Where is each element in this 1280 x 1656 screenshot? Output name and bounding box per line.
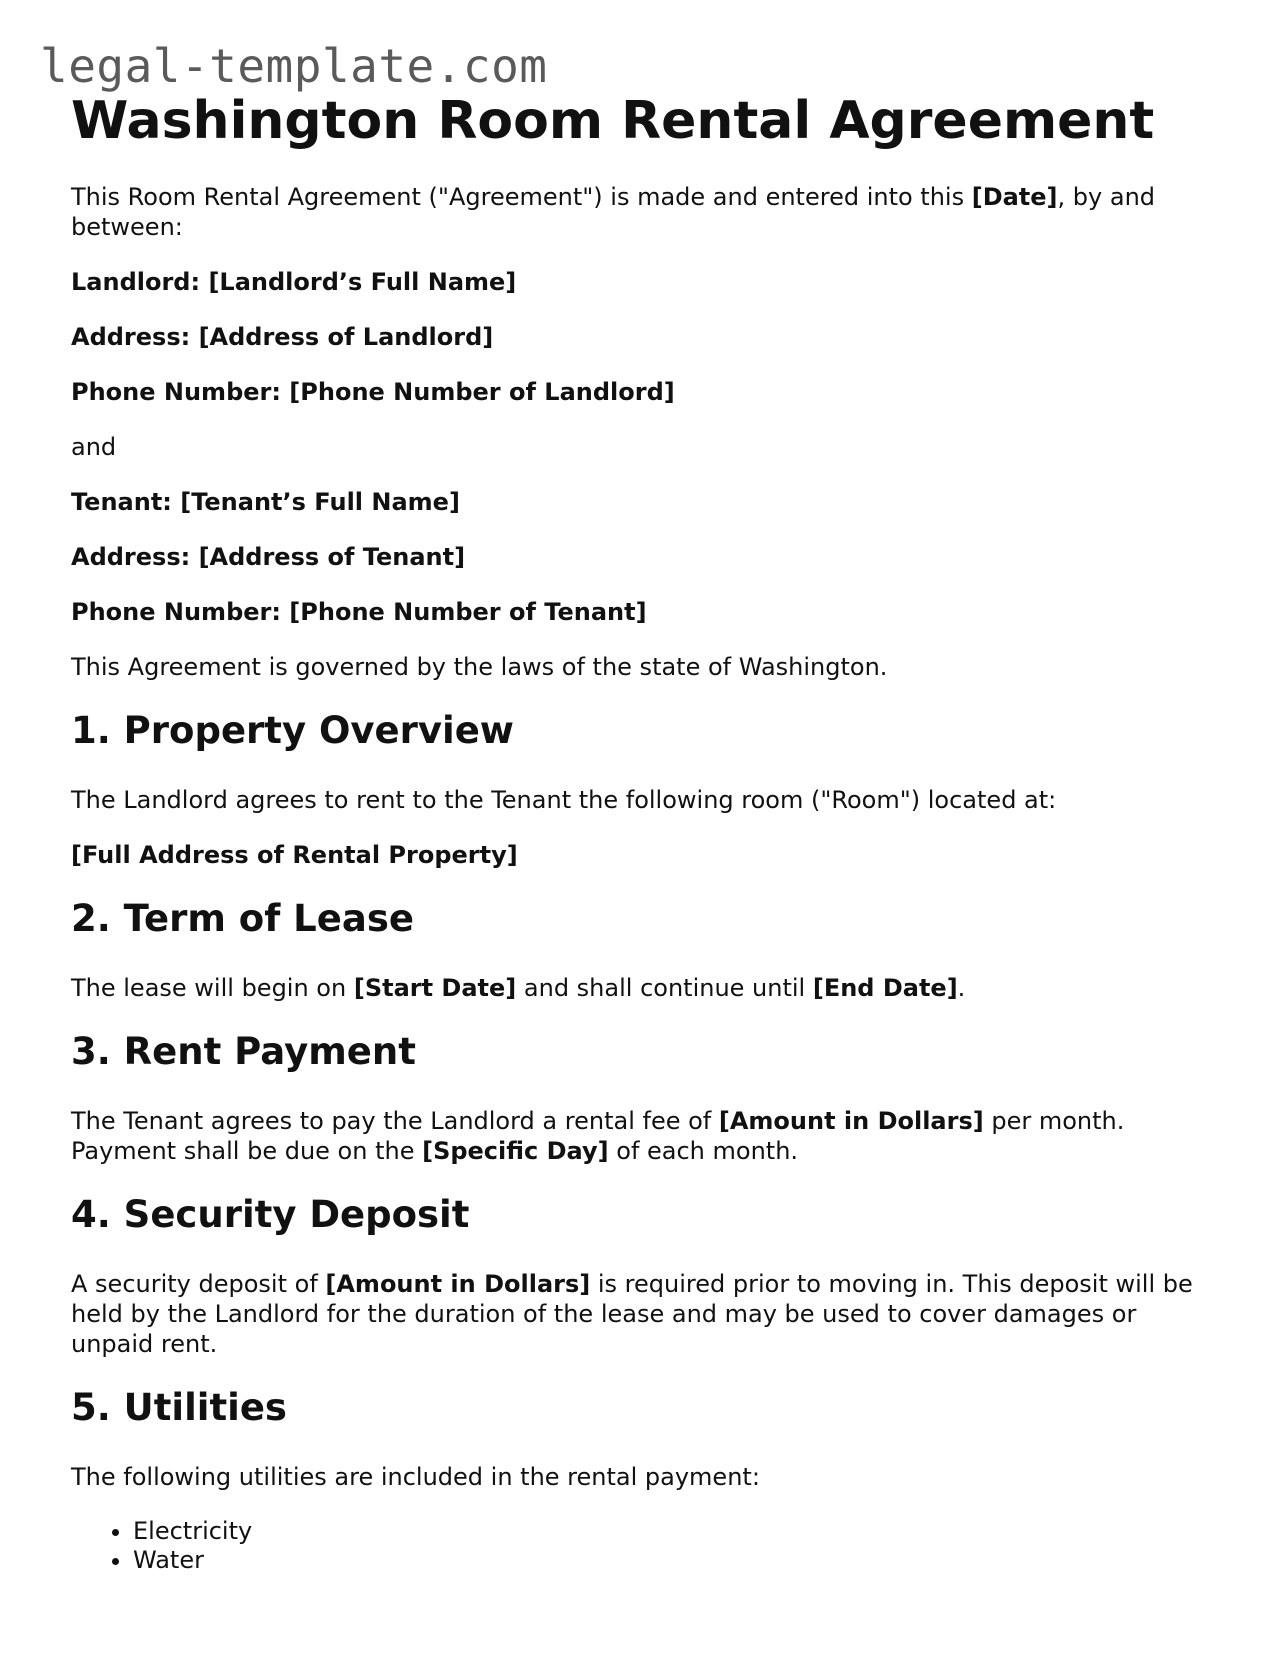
term-text-2: and shall continue until [516, 974, 813, 1002]
utilities-text: The following utilities are included in the rental payment: [71, 1463, 760, 1491]
deposit-amount: [Amount in Dollars] [325, 1270, 591, 1298]
section-heading-deposit: 4. Security Deposit [71, 1193, 470, 1236]
utility-item: • Electricity [133, 1517, 1221, 1546]
tenant-name: Tenant: [Tenant’s Full Name] [71, 488, 460, 516]
and-text: and [71, 433, 117, 461]
rent-text-3: of each month. [608, 1137, 799, 1165]
property-address: [Full Address of Rental Property] [71, 841, 518, 869]
section-heading-rent: 3. Rent Payment [71, 1030, 416, 1073]
intro-text-before: This Room Rental Agreement ("Agreement") is made and entered into this [71, 183, 972, 211]
document-body [71, 182, 1221, 1575]
property-text: The Landlord agrees to rent to the Tenant the following room ("Room") located at: [71, 786, 1057, 814]
utilities-list [71, 1517, 1221, 1575]
landlord-phone: Phone Number: [Phone Number of Landlord] [71, 378, 675, 406]
intro-text-after: , by and between: [71, 183, 1156, 241]
term-end-date: [End Date] [812, 974, 958, 1002]
landlord-address: Address: [Address of Landlord] [71, 323, 494, 351]
section-heading-property: 1. Property Overview [71, 709, 514, 752]
tenant-phone: Phone Number: [Phone Number of Tenant] [71, 598, 647, 626]
landlord-name: Landlord: [Landlord’s Full Name] [71, 268, 517, 296]
deposit-text-1: A security deposit of [71, 1270, 326, 1298]
tenant-address: Address: [Address of Tenant] [71, 543, 466, 571]
deposit-text-2: is required prior to moving in. This deposit will be held by the Landlord for the duration of the lease and may be used to cover damages or unpaid rent. [71, 1270, 1193, 1358]
rent-amount: [Amount in Dollars] [718, 1107, 984, 1135]
intro-date: [Date] [971, 183, 1058, 211]
watermark: legal-template.com [40, 39, 548, 93]
rent-due-day: [Specific Day] [422, 1137, 609, 1165]
governing-law: This Agreement is governed by the laws of the state of Washington. [71, 653, 888, 681]
rent-text-1: The Tenant agrees to pay the Landlord a rental fee of [71, 1107, 719, 1135]
section-heading-term: 2. Term of Lease [71, 897, 414, 940]
document-title: Washington Room Rental Agreement [71, 91, 1155, 151]
deposit-paragraph [71, 1269, 1221, 1359]
utility-item: • Water [133, 1546, 1221, 1575]
rent-paragraph [71, 1106, 1221, 1166]
section-heading-utilities: 5. Utilities [71, 1386, 287, 1429]
term-start-date: [Start Date] [353, 974, 517, 1002]
intro-paragraph [71, 182, 1221, 242]
term-text-3: . [957, 974, 966, 1002]
rent-text-2: per month. Payment shall be due on the [71, 1107, 1125, 1165]
term-text-1: The lease will begin on [71, 974, 354, 1002]
term-paragraph [71, 973, 1221, 1003]
